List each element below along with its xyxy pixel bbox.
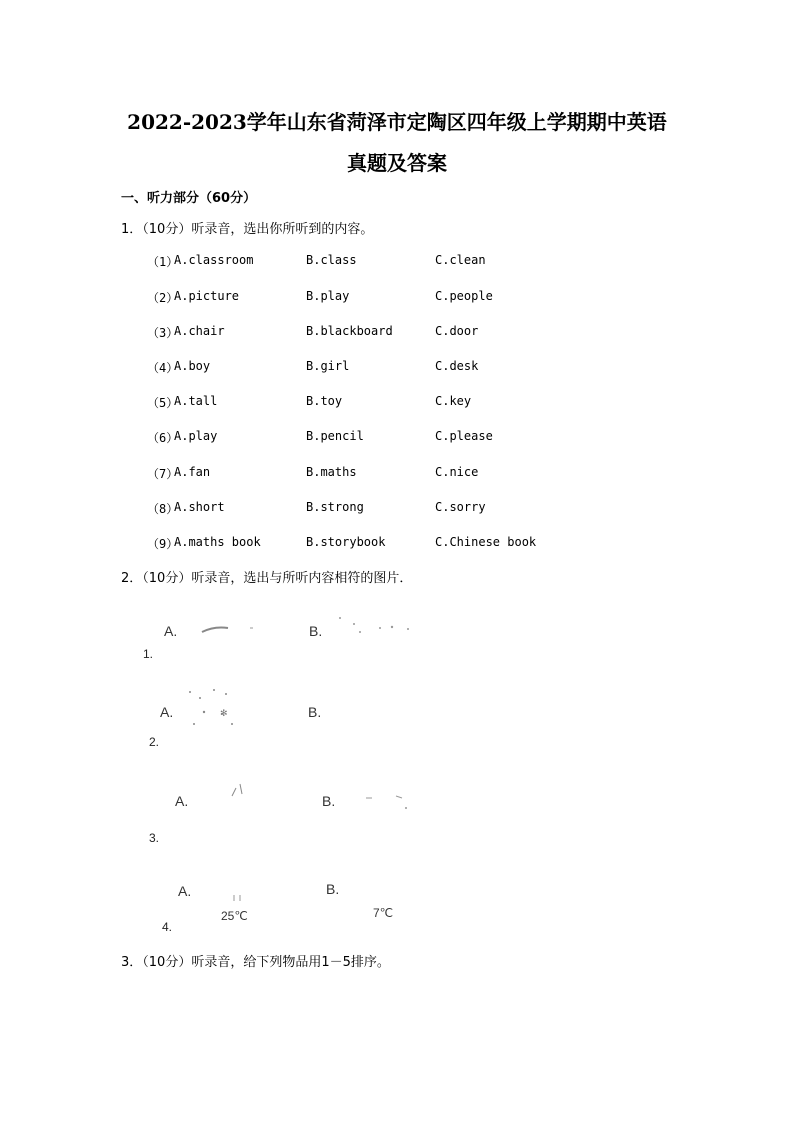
document-title-line2: 真题及答案 xyxy=(347,151,447,175)
document-title-line1: 2022-2023学年山东省菏泽市定陶区四年级上学期期中英语 xyxy=(127,110,667,134)
option-number: （7） xyxy=(147,467,179,481)
option-c: C.sorry xyxy=(435,500,486,514)
option-c: C.clean xyxy=(435,253,486,267)
question-2-prompt: 2．（10分）听录音，选出与所听内容相符的图片． xyxy=(121,571,413,586)
option-c: C.people xyxy=(435,289,493,303)
picture-option-b-label: B. xyxy=(308,704,322,720)
picture-option-a-label: A. xyxy=(160,704,174,720)
option-a: A.play xyxy=(174,429,218,443)
option-a: A.picture xyxy=(174,289,240,303)
option-b: B.class xyxy=(306,253,357,267)
faded-picture-b-1 xyxy=(330,614,420,638)
option-number: （9） xyxy=(147,537,179,551)
option-c: C.key xyxy=(435,394,472,408)
faded-picture-a-3 xyxy=(228,780,252,802)
option-number: （6） xyxy=(147,431,179,445)
option-number: （5） xyxy=(147,396,179,410)
option-c: C.nice xyxy=(435,465,479,479)
option-number: （2） xyxy=(147,291,179,305)
picture-option-b-label: B. xyxy=(322,793,336,809)
option-a: A.classroom xyxy=(174,253,254,267)
picture-question-number: 2. xyxy=(149,735,160,749)
option-b: B.girl xyxy=(306,359,350,373)
faded-picture-b-3 xyxy=(362,792,414,816)
option-number: （8） xyxy=(147,502,179,516)
faded-picture-a-2 xyxy=(184,686,240,730)
option-b: B.play xyxy=(306,289,350,303)
picture-option-a-label: A. xyxy=(175,793,189,809)
picture-question-number: 4. xyxy=(162,920,173,934)
option-b: B.pencil xyxy=(306,429,364,443)
option-a: A.tall xyxy=(174,394,218,408)
option-number: （4） xyxy=(147,361,179,375)
option-c: C.Chinese book xyxy=(435,535,537,549)
option-a: A.chair xyxy=(174,324,225,338)
section-heading-listening: 一、听力部分（60分） xyxy=(121,191,257,206)
option-a: A.maths book xyxy=(174,535,261,549)
picture-option-a-label: A. xyxy=(178,883,192,899)
svg-text:✻: ✻ xyxy=(220,709,228,719)
picture-question-number: 1. xyxy=(143,647,154,661)
temperature-label-a: 25℃ xyxy=(221,909,248,923)
question-1-prompt: 1．（10分）听录音，选出你所听到的内容。 xyxy=(121,222,374,237)
temperature-label-b: 7℃ xyxy=(373,906,394,920)
option-number: （1） xyxy=(147,255,179,269)
option-a: A.fan xyxy=(174,465,211,479)
picture-option-a-label: A. xyxy=(164,623,178,639)
option-number: （3） xyxy=(147,326,179,340)
faded-picture-a-1 xyxy=(200,622,260,636)
picture-option-b-label: B. xyxy=(309,623,323,639)
option-b: B.strong xyxy=(306,500,364,514)
option-c: C.door xyxy=(435,324,479,338)
option-b: B.toy xyxy=(306,394,343,408)
option-a: A.short xyxy=(174,500,225,514)
picture-question-number: 3. xyxy=(149,831,160,845)
faded-picture-a-4 xyxy=(228,893,248,903)
question-3-prompt: 3．（10分）听录音，给下列物品用1－5排序。 xyxy=(121,955,390,970)
option-c: C.please xyxy=(435,429,493,443)
option-b: B.blackboard xyxy=(306,324,393,338)
option-c: C.desk xyxy=(435,359,479,373)
option-b: B.storybook xyxy=(306,535,386,549)
option-b: B.maths xyxy=(306,465,357,479)
picture-option-b-label: B. xyxy=(326,881,340,897)
option-a: A.boy xyxy=(174,359,211,373)
